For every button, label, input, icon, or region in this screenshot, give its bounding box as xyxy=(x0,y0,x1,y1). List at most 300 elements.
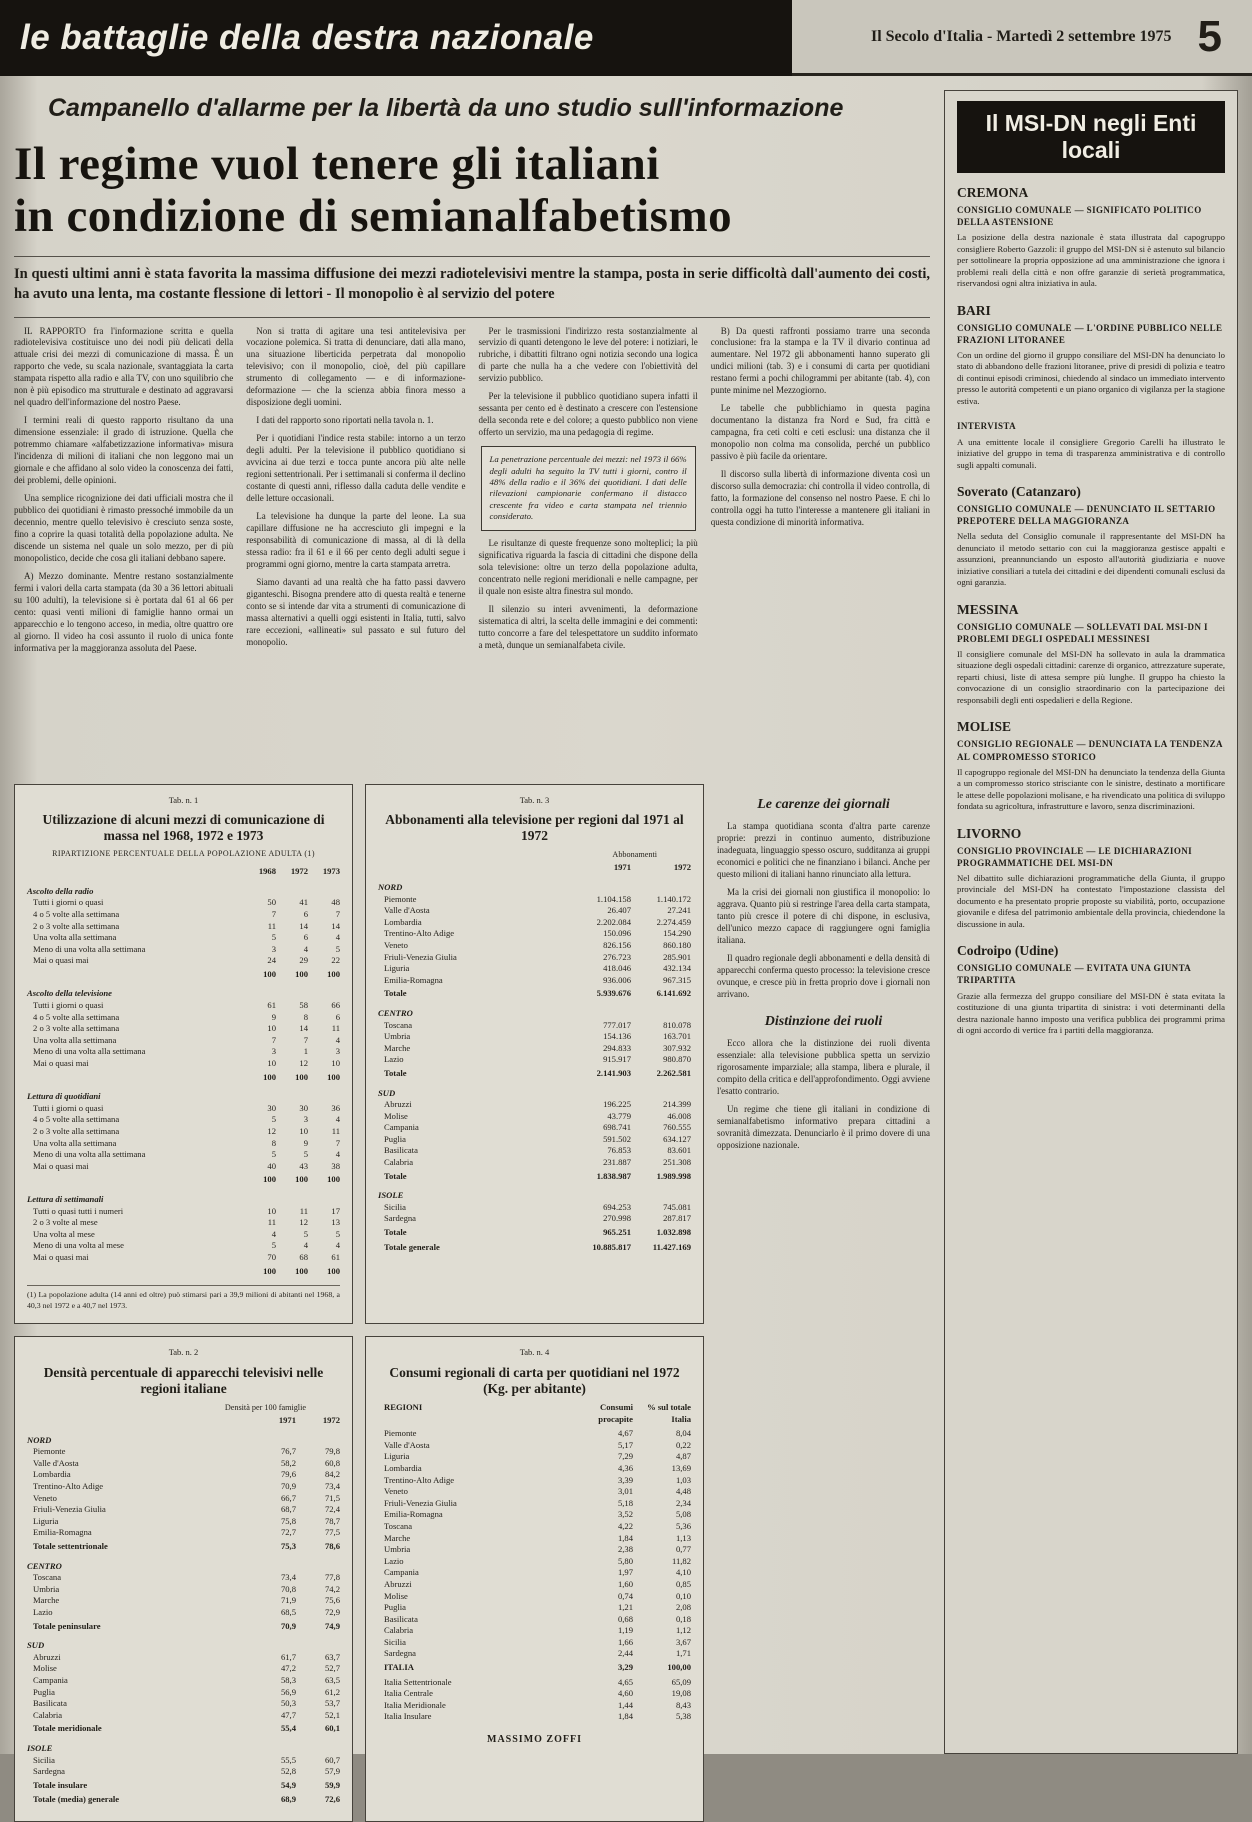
row-label: Totale generale xyxy=(384,1241,440,1252)
table-total-row xyxy=(27,1621,340,1633)
row-value: 63,7 xyxy=(324,1651,340,1662)
table-row xyxy=(27,1595,340,1607)
section-subhead: Le carenze dei giornali xyxy=(757,796,890,812)
row-value: 1,03 xyxy=(675,1474,691,1485)
row-value: 967.315 xyxy=(663,974,691,985)
row-value: 55,4 xyxy=(280,1723,296,1734)
row-value: 2.141.903 xyxy=(596,1067,631,1078)
sidebar-section-heading: CONSIGLIO COMUNALE — L'ORDINE PUBBLICO NELLE FRAZIONI LITORANEE xyxy=(957,322,1223,345)
row-value: 3,39 xyxy=(617,1474,633,1485)
row-value: 10 xyxy=(331,1058,340,1069)
row-label: Totale meridionale xyxy=(33,1723,102,1734)
article-body-columns xyxy=(14,317,930,778)
row-value: 0,77 xyxy=(675,1544,691,1555)
row-value: 30 xyxy=(299,1102,308,1113)
row-value: 294.833 xyxy=(603,1042,631,1053)
table-row xyxy=(378,975,691,987)
row-value: 698.741 xyxy=(603,1122,631,1133)
table-header-row xyxy=(27,1415,340,1427)
row-value: 100 xyxy=(327,1174,340,1185)
body-paragraph: Ma la crisi dei giornali non giustifica il monopolio: lo aggrava. Quanto più si restringe l'area della carta stampata, tanto più cresce il potere di chi dispone, in esclusiva, dell'unico mezzo capace di raggiungere ogni famiglia italiana. xyxy=(717,886,930,945)
table-row xyxy=(27,1584,340,1596)
row-label: Tutti o quasi tutti i numeri xyxy=(33,1205,124,1216)
sidebar-section-heading: CONSIGLIO PROVINCIALE — LE DICHIARAZIONI PROGRAMMATICHE DEL MSI-DN xyxy=(957,845,1193,868)
row-value: 0,74 xyxy=(617,1590,633,1601)
table-row xyxy=(378,1440,691,1452)
row-value: 3 xyxy=(335,1046,340,1057)
table-row xyxy=(378,1428,691,1440)
table-tab1 xyxy=(14,784,353,1325)
row-value: 0,85 xyxy=(675,1578,691,1589)
table-row xyxy=(27,1229,340,1241)
table-row xyxy=(27,1516,340,1528)
row-label: Totale xyxy=(384,1170,407,1181)
body-paragraph: Per la televisione il pubblico quotidiano supera infatti il sessanta per cento ed è destinato a crescere con l'estensione della seconda rete e del colore; a questo pubblico non viene offerto un servizio, ma una pedagogia di regime. xyxy=(478,391,698,438)
article-column xyxy=(711,326,930,778)
row-value: 8,04 xyxy=(675,1428,691,1439)
table-row xyxy=(378,1451,691,1463)
row-label: Abruzzi xyxy=(33,1651,61,1662)
row-value: 30 xyxy=(267,1102,276,1113)
table-header-cell: 1972 xyxy=(322,1415,340,1426)
row-value: 79,6 xyxy=(280,1469,296,1480)
body-paragraph: Il quadro regionale degli abbonamenti e della densità di apparecchi conferma questo processo: la televisione cresce ovunque, e cresce più in fretta proprio dove i giornali non arrivano. xyxy=(717,952,930,999)
row-value: 4,22 xyxy=(617,1520,633,1531)
row-value: 1,13 xyxy=(675,1532,691,1543)
row-value: 1,84 xyxy=(617,1711,633,1722)
table-group-row xyxy=(378,1083,691,1100)
row-value: 53,7 xyxy=(324,1698,340,1709)
table-tag: Tab. n. 1 xyxy=(168,794,199,805)
row-value: 60,1 xyxy=(324,1723,340,1734)
row-value: 2,34 xyxy=(675,1497,691,1508)
body-paragraph: I dati del rapporto sono riportati nella tavola n. 1. xyxy=(256,415,434,426)
table-row xyxy=(378,1486,691,1498)
article-column xyxy=(14,326,233,778)
row-label: Campania xyxy=(33,1674,68,1685)
row-value: 2.202.084 xyxy=(596,916,631,927)
row-value: 4 xyxy=(303,943,308,954)
table-tab4 xyxy=(365,1336,704,1822)
row-value: 72,6 xyxy=(324,1794,340,1805)
body-paragraph: Siamo davanti ad una realtà che ha fatto passi davvero giganteschi. Bisogna prendere atto di questa realtà e tenerne conto se si intende dar vita a strumenti di comunicazione di massa alternativi a quelli oggi esistenti in Italia, tutti, salvo rare eccezioni, «allineati» sul passato e sul futuro del monopolio. xyxy=(246,576,466,647)
table-total-row xyxy=(378,1171,691,1183)
row-value: 2.262.581 xyxy=(656,1067,691,1078)
table-total-row xyxy=(27,1794,340,1806)
table-row xyxy=(378,1099,691,1111)
row-label: CENTRO xyxy=(27,1560,62,1571)
row-label: Valle d'Aosta xyxy=(33,1457,79,1468)
row-value: 915.917 xyxy=(603,1054,631,1065)
body-paragraph: Il discorso sulla libertà di informazione diventa così un discorso sulla democrazia: chi controlla il video controlla, di fatto, la formazione del consenso nel nostro Paese. E chi lo controlla oggi ha tutto l'interesse a mantenere gli italiani in questa condizione di minorità informativa. xyxy=(710,469,930,528)
row-label: Toscana xyxy=(33,1572,62,1583)
table-group-row xyxy=(27,1556,340,1573)
table-column-group-label: Densità per 100 famiglie xyxy=(224,1403,306,1413)
sidebar-section xyxy=(957,719,1225,812)
row-value: 1,60 xyxy=(617,1578,633,1589)
row-value: 1,12 xyxy=(675,1625,691,1636)
row-value: 1.032.898 xyxy=(656,1227,691,1238)
row-value: 163.701 xyxy=(663,1031,691,1042)
row-label: SUD xyxy=(378,1087,396,1098)
row-label: Toscana xyxy=(384,1520,413,1531)
row-label: SUD xyxy=(27,1640,45,1651)
row-value: 100 xyxy=(263,968,276,979)
table-row xyxy=(27,932,340,944)
table-row xyxy=(378,1591,691,1603)
row-value: 70 xyxy=(267,1251,276,1262)
row-label: Mai o quasi mai xyxy=(33,1251,89,1262)
table-row xyxy=(378,1134,691,1146)
table-header-cell: 1971 xyxy=(278,1415,296,1426)
row-value: 43.779 xyxy=(607,1110,631,1121)
table-header-cell: 1973 xyxy=(322,866,340,877)
row-value: 11 xyxy=(331,1126,340,1137)
table-row xyxy=(378,1145,691,1157)
row-label: Ascolto della radio xyxy=(27,885,94,896)
table-row xyxy=(27,1663,340,1675)
table-row xyxy=(378,1677,691,1689)
table-tag: Tab. n. 4 xyxy=(519,1347,550,1358)
table-title: Consumi regionali di carta per quotidiani nel 1972 (Kg. per abitante) xyxy=(389,1364,680,1396)
row-value: 4 xyxy=(335,1034,340,1045)
row-label: Molise xyxy=(384,1110,408,1121)
row-value: 11 xyxy=(267,1217,276,1228)
table-row xyxy=(378,1521,691,1533)
row-value: 65,09 xyxy=(671,1676,691,1687)
sidebar-section-body: Con un ordine del giorno il gruppo consiliare del MSI-DN ha denunciato lo stato di abbandono delle frazioni litoranee, prive di presidi di polizia e teatro di continui episodi criminosi, chiedendo al sindaco un immediato intervento presso le autorità competenti e un piano organico di vigilanza per la stagione estiva. xyxy=(957,349,1225,406)
row-value: 46.008 xyxy=(667,1110,691,1121)
table-row xyxy=(27,1217,340,1229)
masthead xyxy=(0,0,1252,76)
row-value: 3,52 xyxy=(617,1509,633,1520)
row-value: 4 xyxy=(335,1240,340,1251)
sidebar-section-heading: CONSIGLIO COMUNALE — SIGNIFICATO POLITICO DELLA ASTENSIONE xyxy=(957,205,1202,228)
row-label: Valle d'Aosta xyxy=(384,905,430,916)
sidebar-section-heading: CONSIGLIO COMUNALE — SOLLEVATI DAL MSI-DN I PROBLEMI DEGLI OSPEDALI MESSINESI xyxy=(957,621,1208,644)
row-value: 936.006 xyxy=(603,974,631,985)
table-row xyxy=(27,1493,340,1505)
table-row xyxy=(27,1675,340,1687)
row-value: 6 xyxy=(303,932,308,943)
row-value: 7 xyxy=(271,1034,276,1045)
table-group-row xyxy=(27,881,340,898)
row-value: 4,10 xyxy=(675,1567,691,1578)
row-label: Emilia-Romagna xyxy=(384,974,443,985)
enti-locali-sidebar xyxy=(944,90,1238,1754)
table-row xyxy=(378,1567,691,1579)
row-value: 5 xyxy=(271,1149,276,1160)
row-value: 5,38 xyxy=(675,1711,691,1722)
row-value: 4,36 xyxy=(617,1462,633,1473)
row-value: 154.290 xyxy=(663,928,691,939)
table-row xyxy=(378,1625,691,1637)
row-value: 100 xyxy=(295,968,308,979)
row-label: Lazio xyxy=(384,1054,404,1065)
row-value: 3 xyxy=(303,1114,308,1125)
row-value: 860.180 xyxy=(663,939,691,950)
sidebar-city-name: LIVORNO xyxy=(957,825,1022,841)
row-value: 6 xyxy=(335,1011,340,1022)
table-row xyxy=(27,1607,340,1619)
row-value: 1.838.987 xyxy=(596,1170,631,1181)
table-row xyxy=(27,1126,340,1138)
row-value: 100 xyxy=(327,968,340,979)
table-header-cell: 1968 xyxy=(258,866,276,877)
row-value: 100 xyxy=(327,1071,340,1082)
row-value: 3,29 xyxy=(617,1662,633,1673)
row-label: Totale peninsulare xyxy=(33,1620,101,1631)
row-value: 79,8 xyxy=(324,1446,340,1457)
table-row xyxy=(378,1020,691,1032)
table-row xyxy=(27,921,340,933)
row-value: 10.885.817 xyxy=(592,1241,631,1252)
row-value: 26.407 xyxy=(607,905,631,916)
table-group-row xyxy=(27,1635,340,1652)
article-continuation-column xyxy=(717,784,930,1822)
row-value: 70,9 xyxy=(280,1620,296,1631)
article-kicker: Campanello d'allarme per la libertà da uno studio sull'informazione xyxy=(48,94,844,122)
row-value: 10 xyxy=(299,1126,308,1137)
table-total-row xyxy=(27,969,340,981)
sidebar-section-body: Nella seduta del Consiglio comunale il rappresentante del MSI-DN ha denunciato il metodo settario con cui la maggioranza gestisce appalti e assunzioni, preannunciando un esposto all'autorità giudiziaria e nuove iniziative consiliari a tutela dei cittadini e dei dipendenti comunali esclusi da ogni garanzia. xyxy=(957,531,1225,588)
row-label: Veneto xyxy=(384,1486,408,1497)
table-row xyxy=(378,1533,691,1545)
table-footnote: (1) La popolazione adulta (14 anni ed oltre) può stimarsi pari a 39,9 milioni di abitanti nel 1968, a 40,3 nel 1972 e a 40,7 nel 1973. xyxy=(27,1285,340,1311)
row-value: 5.939.676 xyxy=(596,988,631,999)
row-label: 4 o 5 volte alla settimana xyxy=(33,1011,120,1022)
row-label: Trentino-Alto Adige xyxy=(33,1481,104,1492)
sidebar-city-name: CREMONA xyxy=(957,185,1029,200)
table-row xyxy=(27,1687,340,1699)
table-group-row xyxy=(27,983,340,1000)
row-value: 5,36 xyxy=(675,1520,691,1531)
sidebar-city-name: MESSINA xyxy=(957,601,1019,617)
row-label: Friuli-Venezia Giulia xyxy=(384,951,457,962)
row-value: 2.274.459 xyxy=(656,916,691,927)
row-label: Sardegna xyxy=(33,1766,65,1777)
row-label: Sicilia xyxy=(33,1754,55,1765)
sidebar-section-body: Il capogruppo regionale del MSI-DN ha denunciato la tendenza della Giunta a un compromesso storico strisciante con le sinistre, destinato a mortificare le attese delle popolazioni molisane, e ha rivendicato una politica di sviluppo fondata su agricoltura, infrastrutture e lavoro, senza discriminazioni. xyxy=(957,766,1225,812)
table-row xyxy=(378,1711,691,1723)
row-label: Veneto xyxy=(384,939,408,950)
row-value: 8 xyxy=(271,1137,276,1148)
table-row xyxy=(378,905,691,917)
table-row xyxy=(27,955,340,967)
row-value: 100 xyxy=(295,1071,308,1082)
table-header-cell: Consumi procapite xyxy=(598,1402,633,1424)
row-value: 13 xyxy=(331,1217,340,1228)
article-column xyxy=(479,326,698,778)
row-value: 0,10 xyxy=(675,1590,691,1601)
row-value: 4,67 xyxy=(617,1428,633,1439)
table-total-row xyxy=(27,1174,340,1186)
row-label: NORD xyxy=(27,1434,52,1445)
row-value: 5,08 xyxy=(675,1509,691,1520)
row-label: Totale (media) generale xyxy=(33,1794,120,1805)
row-value: 68,5 xyxy=(280,1606,296,1617)
row-label: Piemonte xyxy=(384,893,417,904)
row-value: 74,9 xyxy=(324,1620,340,1631)
row-value: 100 xyxy=(263,1071,276,1082)
row-value: 150.096 xyxy=(603,928,631,939)
row-value: 78,7 xyxy=(324,1515,340,1526)
row-value: 4,65 xyxy=(617,1676,633,1687)
body-paragraph: A) Mezzo dominante. Mentre restano sostanzialmente fermi i valori della carta stampata (da 30 a 36 lettori abituali su 100 adulti), la televisione si è portata dal 61 al 66 per cento: quasi venti milioni di famiglie hanno ormai un apparecchio e lo tengono acceso, in media, oltre quattro ore al giorno. Il video ha così assunto il ruolo di unica fonte informativa per la maggioranza assoluta del Paese. xyxy=(14,570,234,653)
table-total-row xyxy=(27,1541,340,1553)
row-value: 777.017 xyxy=(603,1019,631,1030)
body-paragraph: La stampa quotidiana sconta d'altra parte carenze proprie: prezzi in continuo aumento, distribuzione inadeguata, linguaggio spesso oscuro, sudditanza ai gruppi economici e politici che ne finanziano i bilanci. Anche per questo milioni di italiani hanno rinunciato alla lettura. xyxy=(717,821,930,879)
sidebar-section-body: La posizione della destra nazionale è stata illustrata dal capogruppo consigliere Roberto Gazzoli: il gruppo del MSI-DN si è astenuto sul bilancio per sottolineare la propria opposizione ad una amministrazione che ignora i problemi reali della città e non offre garanzie di serietà programmatica, riservandosi ogni altra iniziativa in aula. xyxy=(957,232,1225,289)
table-row xyxy=(27,1012,340,1024)
row-value: 74,2 xyxy=(324,1583,340,1594)
section-subhead: Distinzione dei ruoli xyxy=(764,1013,883,1029)
row-value: 14 xyxy=(299,920,308,931)
row-value: 745.081 xyxy=(663,1201,691,1212)
table-row xyxy=(378,928,691,940)
sidebar-section xyxy=(957,943,1225,1036)
row-value: 1,19 xyxy=(617,1625,633,1636)
row-value: 7,29 xyxy=(617,1451,633,1462)
row-value: 0,68 xyxy=(617,1613,633,1624)
table-total-row xyxy=(27,1266,340,1278)
table-group-row xyxy=(27,1738,340,1755)
row-value: 59,9 xyxy=(324,1779,340,1790)
row-value: 285.901 xyxy=(663,951,691,962)
row-value: 72,9 xyxy=(324,1606,340,1617)
row-label: Lombardia xyxy=(384,1462,422,1473)
row-value: 3,01 xyxy=(617,1486,633,1497)
row-value: 71,5 xyxy=(324,1492,340,1503)
row-value: 48 xyxy=(331,897,340,908)
row-value: 634.127 xyxy=(663,1133,691,1144)
row-value: 71,9 xyxy=(280,1595,296,1606)
row-value: 3,67 xyxy=(675,1636,691,1647)
table-header-label: REGIONI xyxy=(384,1402,423,1413)
row-value: 5 xyxy=(335,943,340,954)
row-value: 77,8 xyxy=(324,1572,340,1583)
row-value: 57,9 xyxy=(324,1766,340,1777)
article-column xyxy=(246,326,465,778)
row-label: Puglia xyxy=(384,1133,406,1144)
table-row xyxy=(378,1122,691,1134)
row-label: Lombardia xyxy=(33,1469,71,1480)
row-value: 231.887 xyxy=(603,1157,631,1168)
row-value: 9 xyxy=(271,1011,276,1022)
row-value: 4 xyxy=(335,1149,340,1160)
body-paragraph: Ecco allora che la distinzione dei ruoli diventa essenziale: alla televisione pubblica spetta un servizio rigorosamente imparziale; alla stampa, libera e plurale, il compito della critica e dell'approfondimento. Oggi avviene l'esatto contrario. xyxy=(717,1038,930,1097)
table-column-group-label: Abbonamenti xyxy=(612,850,657,860)
row-label: Sicilia xyxy=(384,1636,406,1647)
table-row xyxy=(378,1031,691,1043)
row-value: 1.140.172 xyxy=(656,893,691,904)
row-label: Lombardia xyxy=(384,916,422,927)
row-value: 70,9 xyxy=(280,1481,296,1492)
table-header-cell: 1972 xyxy=(290,866,308,877)
row-label: Italia Meridionale xyxy=(384,1699,446,1710)
row-label: Calabria xyxy=(384,1625,414,1636)
row-value: 52,7 xyxy=(324,1663,340,1674)
table-row xyxy=(27,944,340,956)
table-row xyxy=(27,1023,340,1035)
sidebar-city-name: Codroipo (Udine) xyxy=(957,943,1059,959)
row-value: 694.253 xyxy=(603,1201,631,1212)
row-value: 43 xyxy=(299,1160,308,1171)
row-value: 10 xyxy=(267,1058,276,1069)
table-row xyxy=(27,1755,340,1767)
sidebar-section-body: Grazie alla fermezza del gruppo consiliare del MSI-DN è stata evitata la costituzione di una giunta tripartita di sinistra: i voti determinanti della destra nazionale hanno imposto una verifica pubblica dei programmi prima di ogni accordo di vertice fra i partiti della maggioranza. xyxy=(957,990,1225,1036)
row-label: Puglia xyxy=(384,1602,406,1613)
row-value: 55,5 xyxy=(280,1754,296,1765)
row-value: 58,2 xyxy=(280,1457,296,1468)
table-total-row xyxy=(27,1780,340,1792)
row-label: Liguria xyxy=(33,1515,59,1526)
body-paragraph: I termini reali di questo rapporto risultano da una dimensione essenziale: il grado di istruzione. Quella che potremmo chiamare «alfabetizzazione informativa» misura l'incidenza di milioni di italiani che non leggono mai un giornale e che affidano al solo video la conoscenza dei fatti, dei problemi, delle opinioni. xyxy=(14,415,234,486)
row-value: 56,9 xyxy=(280,1686,296,1697)
row-value: 418.046 xyxy=(603,963,631,974)
row-value: 214.399 xyxy=(663,1099,691,1110)
row-value: 11,82 xyxy=(671,1555,691,1566)
row-value: 307.932 xyxy=(663,1042,691,1053)
table-row xyxy=(378,894,691,906)
row-value: 19,08 xyxy=(671,1688,691,1699)
headline-line-2: in condizione di semianalfabetismo xyxy=(14,189,733,242)
row-value: 75,3 xyxy=(280,1541,296,1552)
sidebar-section xyxy=(957,303,1225,408)
masthead-right xyxy=(792,0,1252,76)
row-value: 73,4 xyxy=(324,1481,340,1492)
body-paragraph: Un regime che tiene gli italiani in condizione di semianalfabetismo informativo prepara cittadini a sovranità dimezzata. Denunciarlo è il primo dovere di una opposizione nazionale. xyxy=(717,1104,930,1151)
row-value: 54,9 xyxy=(280,1779,296,1790)
row-label: 2 o 3 volte alla settimana xyxy=(33,1126,120,1137)
table-group-row xyxy=(27,1189,340,1206)
row-label: NORD xyxy=(378,882,403,892)
row-label: 2 o 3 volte alla settimana xyxy=(33,920,120,931)
row-value: 24 xyxy=(267,955,276,966)
row-label: Umbria xyxy=(33,1583,60,1594)
row-value: 61,2 xyxy=(324,1686,340,1697)
row-label: Meno di una volta alla settimana xyxy=(33,1149,146,1160)
row-value: 61 xyxy=(267,1000,276,1011)
row-label: Valle d'Aosta xyxy=(384,1439,430,1450)
row-label: Mai o quasi mai xyxy=(33,1160,89,1171)
table-row xyxy=(378,963,691,975)
row-value: 68,7 xyxy=(280,1504,296,1515)
row-label: Tutti i giorni o quasi xyxy=(33,1102,104,1113)
row-value: 72,7 xyxy=(280,1527,296,1538)
row-value: 6.141.692 xyxy=(656,988,691,999)
row-label: Meno di una volta al mese xyxy=(33,1240,124,1251)
body-paragraph: Il silenzio su interi avvenimenti, la deformazione sistematica di altri, la scelta delle immagini e dei commenti: tutto concorre a fare del telespettatore un suddito informato a metà, dunque un semianalfabeta civile. xyxy=(478,603,698,650)
row-value: 965.251 xyxy=(603,1227,631,1238)
table-header-cell: 1971 xyxy=(613,862,631,873)
row-value: 27.241 xyxy=(667,905,691,916)
table-row xyxy=(378,952,691,964)
row-value: 11 xyxy=(267,920,276,931)
row-value: 9 xyxy=(303,1137,308,1148)
table-row xyxy=(378,1700,691,1712)
table-row xyxy=(378,1614,691,1626)
row-label: Italia Centrale xyxy=(384,1688,433,1699)
table-row xyxy=(378,1202,691,1214)
table-tag: Tab. n. 2 xyxy=(168,1347,199,1358)
table-row xyxy=(27,1446,340,1458)
row-value: 100,00 xyxy=(667,1662,691,1673)
row-value: 52,8 xyxy=(280,1766,296,1777)
row-label: Totale xyxy=(384,1227,407,1238)
row-label: Trentino-Alto Adige xyxy=(384,1474,455,1485)
row-value: 1.104.158 xyxy=(596,893,631,904)
